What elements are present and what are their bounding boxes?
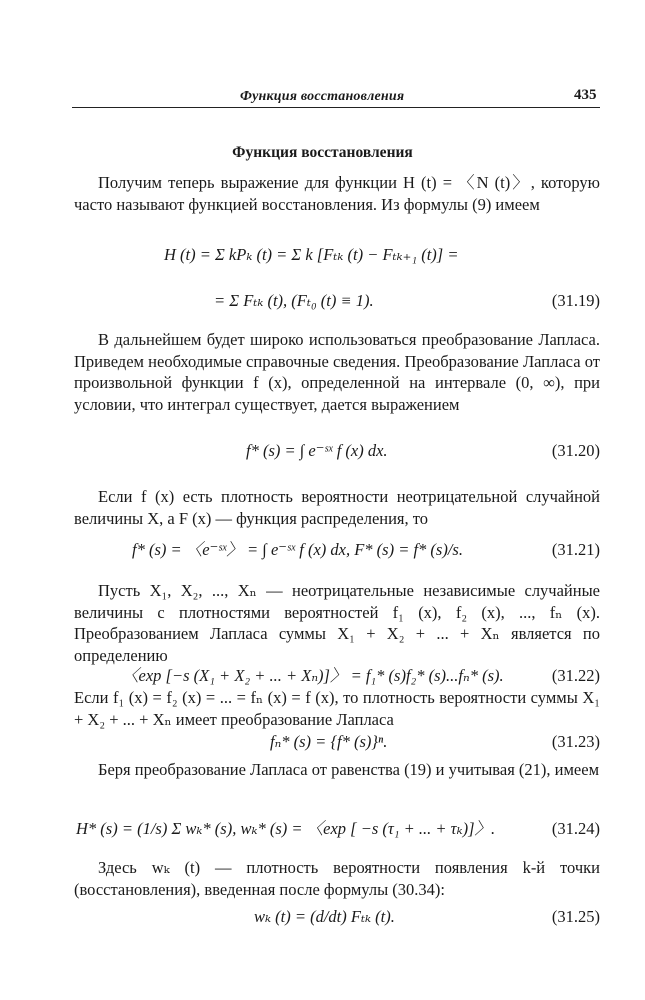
equation-number: (31.22) (551, 666, 600, 685)
equation-31-19-line-1 (74, 244, 600, 274)
equation-body: 〈exp [−s (X₁ + X₂ + ... + Xₙ)]〉 = f₁* (s)f₂* (s)...fₙ* (s). (122, 666, 504, 685)
paragraph-6: Беря преобразование Лапласа от равенства (19) и учитывая (21), имеем (98, 760, 600, 779)
equation-body: wₖ (t) = (d/dt) Fₜₖ (t). (254, 907, 395, 926)
equation-number: (31.25) (551, 907, 600, 926)
equation-body: f* (s) = 〈e⁻ˢˣ〉 = ∫ e⁻ˢˣ f (x) dx, F* (s) = f* (s)/s. (132, 540, 463, 559)
paragraph-7: Здесь wₖ (t) — плотность вероятности появления k-й точки (восстановления), введенная после формулы (30.34): (74, 858, 600, 899)
equation-body: H* (s) = (1/s) Σ wₖ* (s), wₖ* (s) = 〈exp [ −s (τ₁ + ... + τₖ)]〉. (76, 819, 496, 838)
paragraph-1: Получим теперь выражение для функции H (t) = 〈N (t)〉, которую часто называют функцией восстановления. Из формулы (9) имеем (74, 173, 600, 214)
header-rule (72, 107, 600, 108)
equation-31-19-line-2 (74, 290, 600, 320)
equation-body: fₙ* (s) = {f* (s)}ⁿ. (270, 732, 388, 751)
running-header-title: Функция восстановления (240, 89, 405, 104)
equation-number: (31.23) (551, 732, 600, 751)
paragraph-5: Если f₁ (x) = f₂ (x) = ... = fₙ (x) = f (x), то плотность вероятности суммы X₁ + X₂ + ... + Xₙ имеет преобразование Лапласа (74, 688, 600, 729)
equation-31-25 (74, 906, 600, 936)
equation-number: (31.20) (551, 441, 600, 460)
equation-31-21 (74, 539, 600, 569)
paragraph-2: В дальнейшем будет широко использоваться преобразование Лапласа. Приведем необходимые справочные сведения. Преобразование Лапласа от произвольной функции f (x), определенной на интервале (0, ∞), при условии, что интеграл существует, дается выражением (74, 330, 600, 414)
section-title: Функция восстановления (232, 144, 413, 161)
equation-number: (31.19) (551, 291, 600, 310)
equation-number: (31.24) (551, 819, 600, 838)
page-number: 435 (574, 87, 597, 103)
paragraph-3: Если f (x) есть плотность вероятности неотрицательной случайной величины X, а F (x) — функция распределения, то (74, 487, 600, 528)
equation-number: (31.21) (551, 540, 600, 559)
equation-31-20 (74, 440, 600, 470)
equation-body: = Σ Fₜₖ (t), (Fₜ₀ (t) ≡ 1). (214, 291, 374, 310)
paragraph-4: Пусть X₁, X₂, ..., Xₙ — неотрицательные независимые случайные величины с плотностями вероятностей f₁ (x), f₂ (x), ..., fₙ (x). Преобразованием Лапласа суммы X₁ + X₂ + ... + Xₙ является по определению (74, 581, 600, 665)
equation-31-24 (74, 818, 600, 848)
equation-body: f* (s) = ∫ e⁻ˢˣ f (x) dx. (246, 441, 388, 460)
equation-31-23 (74, 731, 600, 761)
equation-body: H (t) = Σ kPₖ (t) = Σ k [Fₜₖ (t) − Fₜₖ₊₁ (t)] = (164, 245, 459, 264)
